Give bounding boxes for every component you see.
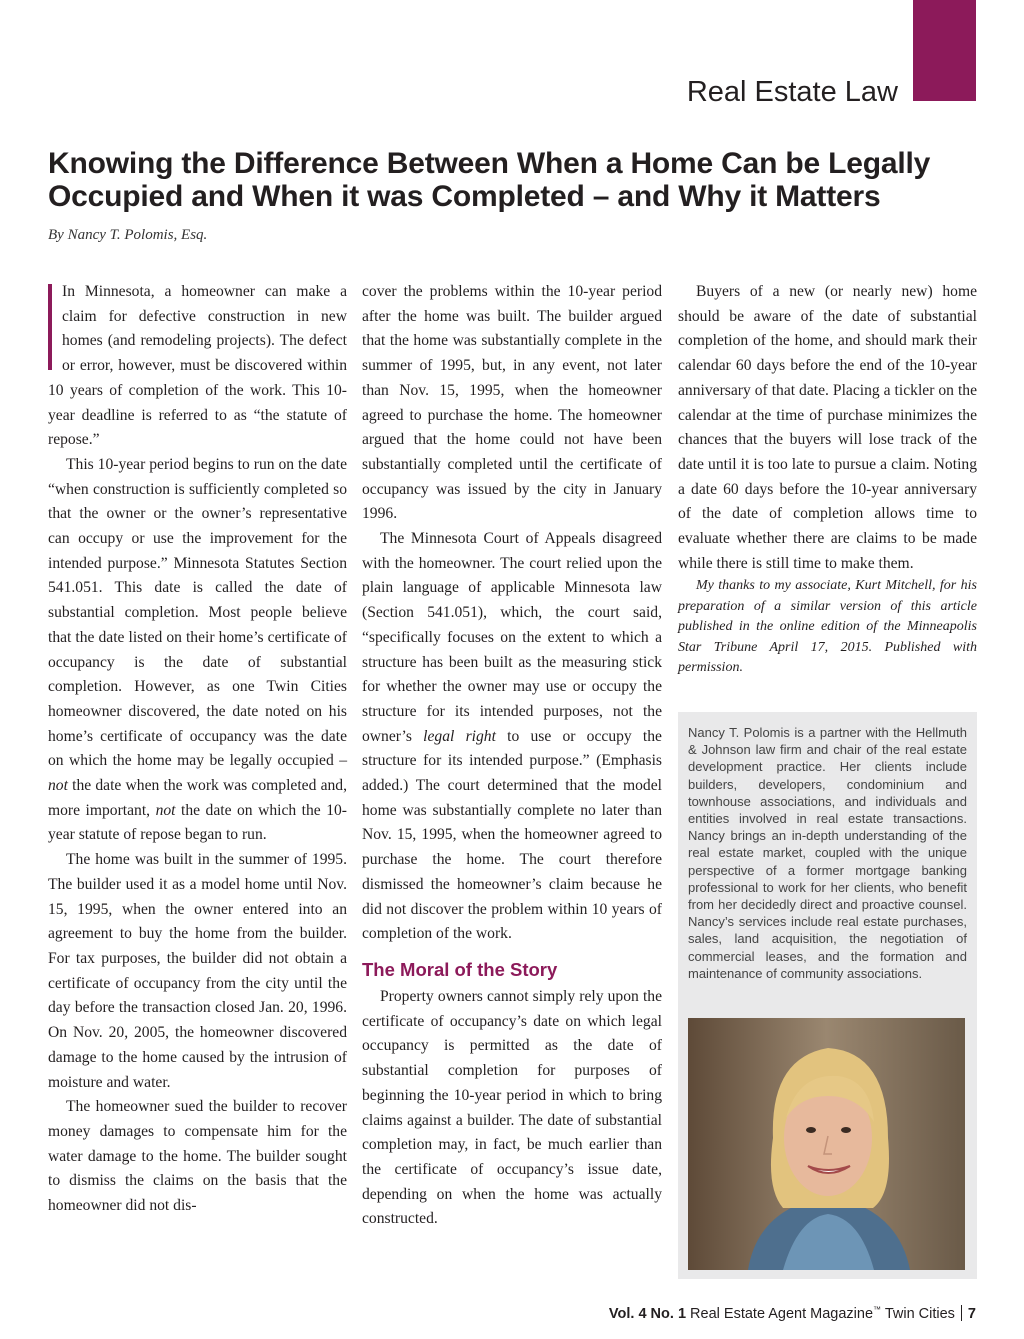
author-portrait-image (688, 1018, 965, 1270)
intro-paragraph: In Minnesota, a homeowner can make a claim for defective construction in new homes (and remodeling projects). The defect or error, however, must be discovered within 10 years of completion of the work. This 10-year deadline is referred to as “the statute of repose.” (48, 283, 347, 449)
page-footer (609, 1305, 976, 1322)
paragraph: The home was built in the summer of 1995. The builder used it as a model home until Nov. 15, 1995, when the owner entered into an agreement to buy the home from the builder. For tax purposes, the builder did not obtain a certificate of occupancy from the city until the day before the transaction closed Jan. 20, 1996. On Nov. 20, 2005, the homeowner discovered damage to the home caused by the intrusion of moisture and water. (48, 851, 347, 1091)
trademark-symbol: ™ (873, 1305, 882, 1315)
section-accent-bar (913, 0, 976, 101)
author-bio: Nancy T. Polomis is a partner with the Hellmuth & Johnson law firm and chair of the real estate development practice. Her clients include builders, developers, condominium and townhouse associations, and individuals and entities involved in real estate transactions. Nancy brings an in-depth understanding of the real estate market, coupled with the unique perspective of a former mortgage banking professional to work for her clients, who benefit from her decidedly direct and proactive counsel. Nancy’s services include real estate purchases, sales, land acquisition, the negotiation of commercial leases, and the formation and maintenance of community associations. (688, 725, 967, 981)
issue-number: Vol. 4 No. 1 (608, 1306, 687, 1322)
article-column-1 (48, 280, 347, 1219)
paragraph: This 10-year period begins to run on the date “when construction is sufficiently completed so that the owner or the owner’s representative can occupy or use the improvement for the intended purpose.” Minnesota Statutes Section 541.051. This date is called the date of substantial completion. Most people believe that the date listed on their home’s certificate of occupancy is the date of substantial completion. However, as one Twin Cities homeowner discovered, the date noted on his home’s certificate of occupancy was the date on which the home may be legally occupied – not the date when the work was completed and, more important, not the date on which the 10-year statute of repose began to run. (48, 455, 348, 844)
page-number: 7 (967, 1306, 976, 1322)
magazine-city: Twin Cities (884, 1306, 955, 1322)
paragraph: The Minnesota Court of Appeals disagreed with the homeowner. The court relied upon the plain language of applicable Minnesota law (Section 541.051), which, the court said, “specifically focuses on the extent to which a structure has been built as the measuring stick for whether the owner may use or occupy the structure for its intended purposes, not the owner’s legal right to use or occupy the structure for its intended purpose.” (Emphasis added.) The court determined that the model home was substantially complete no later than Nov. 15, 1995, when the homeowner agreed to purchase the home. The court therefore dismissed the homeowner’s claim because he did not discover the problem within 10 years of completion of the work. (362, 530, 662, 943)
acknowledgement: My thanks to my associate, Kurt Mitchell, for his preparation of a similar version of this article published in the online edition of the Minneapolis Star Tribune April 17, 2015. Published with permission. (678, 578, 977, 676)
magazine-name: Real Estate Agent Magazine (690, 1306, 874, 1322)
author-bio-box (678, 712, 977, 1279)
author-photo (688, 1018, 965, 1270)
section-label: Real Estate Law (686, 76, 898, 108)
article-headline: Knowing the Difference Between When a Home Can be Legally Occupied and When it was Completed – and Why it Matters (48, 147, 931, 213)
paragraph: Property owners cannot simply rely upon the certificate of occupancy’s date on which legal occupancy is permitted as the date of substantial completion for purposes of beginning the 10-year period in which to bring claims against a builder. The date of substantial completion may, in fact, be much earlier than the certificate of occupancy’s issue date, depending on when the home was actually constructed. (362, 987, 662, 1228)
subheading: The Moral of the Story (362, 958, 558, 980)
paragraph: cover the problems within the 10-year period after the home was built. The builder argued that the home was substantially complete in the summer of 1995, but, in any event, not later than Nov. 15, 1995, when the homeowner agreed to purchase the home. The homeowner argued that the home could not have been substantially completed until the certificate of occupancy was issued by the city in January 1996. (362, 283, 662, 523)
article-column-3 (678, 280, 977, 679)
dropcap-bar (48, 284, 52, 370)
paragraph: Buyers of a new (or nearly new) home should be aware of the date of substantial completion of the home, and should mark their calendar 60 days before the end of the 10-year anniversary of that date. Placing a tickler on the calendar at the time of purchase minimizes the chances that the buyers will lose track of the date until it is too late to pursue a claim. Noting a date 60 days before the 10-year anniversary of the date of completion allows time to evaluate whether there are claims to be made while there is still time to make them. (678, 283, 977, 572)
byline: By Nancy T. Polomis, Esq. (48, 227, 208, 243)
footer-divider (961, 1305, 962, 1321)
article-column-2 (362, 280, 662, 1232)
paragraph: The homeowner sued the builder to recover money damages to compensate him for the water damage to the home. The builder sought to dismiss the claims on the basis that the homeowner did not dis- (48, 1098, 347, 1215)
